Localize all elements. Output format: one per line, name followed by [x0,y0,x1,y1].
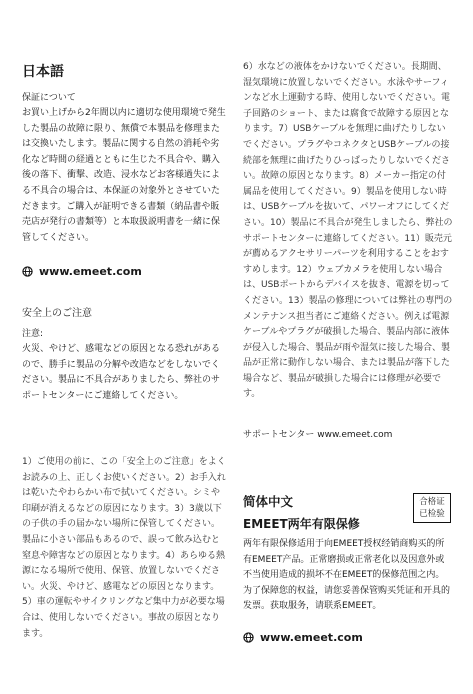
website-text-cn: www.emeet.com [260,631,363,644]
safety-heading-jp: 安全上のご注意 [22,308,92,319]
warranty-heading-cn: EMEET两年有限保修 [243,517,360,531]
warranty-body-cn: 两年有限保修适用于向EMEET授权经销商购买的所有EMEET产品。正常磨损或正常老化以及因意外或不当使用造成的损坏不在EMEET的保修范围之内。为了保障您的权益，请您妥善保管购买凭证和开具的发票。获取服务，请联系EMEET。 [243,539,451,612]
stamp-line-1: 合格证 [419,497,445,507]
qualification-stamp [413,493,451,523]
japanese-title: 日本語 [22,64,64,80]
safety-items-jp-right: 6）水などの液体をかけないでください。長期間、湿気環境に放置しないでください。水泳やサーフィンなど水上運動する時、使用しないでください。電子回路のショート、または腐食で故障する原因となります。7）USBケーブルを無理に曲げたりしないでください。プラグやコネクタとUSBケーブルの接続部を無理に曲げたりひっぱったりしないでください。故障の原因となります。8）メーカー指定の付属品を使用してください。9）製品を使用しない時は、USBケーブルを抜いて、パワーオフにしてください。10）製品に不具合が発生しましたら、弊社のサポートセンターに連絡してください。11）販売元が薦めるアクセサリーパーツを利用することをおすすめします。12）ウェブカメラを使用しない場合は、USBポートからデバイスを抜き、電源を切ってください。13）製品の修理については弊社の専門のメンテナンス担当者にご連絡ください。例えば電源ケーブルやプラグが破損した場合、製品内部に液体が侵入した場合、製品が雨や湿気に接した場合、製品が正常に動作しない場合、または製品が落下した場合など、製品が破損した場合には修理が必要です。 [243,62,453,400]
globe-icon [22,266,33,277]
website-text-jp: www.emeet.com [39,265,142,278]
stamp-line-2: 已检验 [419,509,445,519]
website-link-cn[interactable] [243,631,363,644]
safety-items-jp-left: 1）ご使用の前に、この「安全上のご注意」をよくお読みの上、正しくお使いください。2）お手入れは乾いたやわらかい布で拭いてください。シミや印刷が消えるなどの原因になります。3）3歳以下の子供の手の届かない場所に保管してください。製品に小さい部品もあるので、誤って飲み込むと窒息や障害などの原因となります。4）あらゆる熱源になる場所で使用、保管、放置しないでください。火災、やけど、感電などの原因となります。5）車の運転やサイクリングなど集中力が必要な場合は、使用しないでください。事故の原因となります。 [22,457,226,639]
caution-label-jp: 注意: [22,329,44,339]
warranty-heading-jp: 保証について [22,93,76,103]
globe-icon [243,632,254,643]
chinese-title: 简体中文 [243,494,294,509]
warranty-body-jp: お買い上げから2年間以内に適切な使用環境で発生した製品の故障に限り、無償で本製品を修理または交換いたします。製品に関する自然の消耗や劣化など時間の経過とともに生じた不具合や、購入後の落下、衝撃、改造、浸水などお客様過失による不具合の場合は、本保証の対象外とさせていただきます。ご購入が証明できる書類（納品書や販売店が発行の書類等）と本取扱説明書を一緒に保管してください。 [22,108,226,243]
caution-body-jp: 火災、やけど、感電などの原因となる恐れがあるので、勝手に製品の分解や改造などをしないでください。製品に不具合がありましたら、弊社のサポートセンターにご連絡してください。 [22,344,221,401]
website-link-jp[interactable] [22,265,142,278]
support-line-jp: サポートセンター www.emeet.com [243,430,393,440]
